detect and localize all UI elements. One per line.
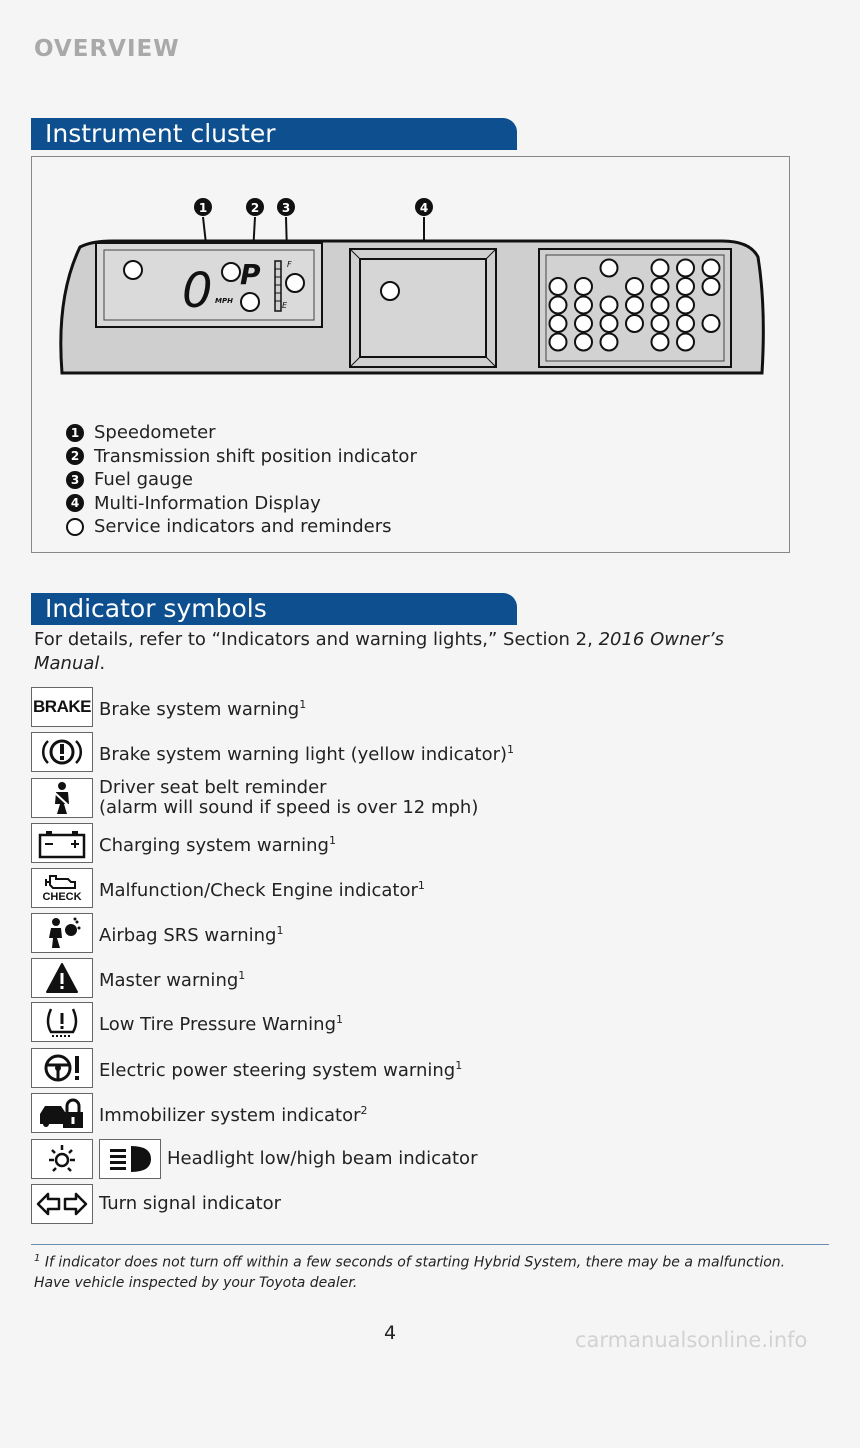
legend-label: Multi-Information Display [94,492,321,514]
watermark: carmanualsonline.info [575,1328,808,1352]
indicator-label: Low Tire Pressure Warning$^1$ [99,1012,343,1035]
service-indicator-dot [677,260,694,277]
legend-label: Transmission shift position indicator [94,445,417,467]
cluster-section-title: Instrument cluster [31,118,517,150]
service-indicator-dot [677,278,694,295]
indicator-row-master-warning [31,957,245,999]
indicator-label: Malfunction/Check Engine indicator$^1$ [99,878,425,901]
power-steering-icon [31,1048,93,1088]
indicator-label: Driver seat belt reminder (alarm will sound if speed is over 12 mph) [99,777,479,818]
indicator-label: Headlight low/high beam indicator [167,1148,478,1169]
tire-pressure-icon [31,1002,93,1042]
service-indicator-dot [652,334,669,351]
service-indicator-dot [703,315,720,332]
brake-circle-icon [31,732,93,772]
svg-text:3: 3 [281,201,291,215]
service-indicator-dot [626,315,643,332]
legend-label: Fuel gauge [94,469,193,491]
marker-3: 3 [66,471,84,489]
indicator-row-immobilizer [31,1092,368,1134]
service-indicator-dot [677,297,694,314]
indicator-row-headlight [31,1138,477,1180]
footnote: $^1$ If indicator does not turn off within a few seconds of starting Hybrid System, there may be a malfunction. Have vehicle inspected by your Toyota dealer. [34,1253,786,1291]
service-indicator-dot [652,260,669,277]
svg-text:1: 1 [198,201,208,215]
indicator-label: Electric power steering system warning$^1$ [99,1058,463,1081]
headlight-sun-icon [31,1139,93,1179]
service-indicator-dot [601,297,618,314]
indicator-row-seat-belt [31,777,478,819]
battery-icon [31,823,93,863]
indicator-label: Airbag SRS warning$^1$ [99,923,284,946]
indicator-intro: For details, refer to “Indicators and warning lights,” Section 2, 2016 Owner’s Manual. [34,629,724,674]
legend-item [66,421,417,445]
page-number: 4 [384,1322,397,1344]
service-indicator-dot [550,278,567,295]
service-indicator-dot [601,315,618,332]
indicator-row-turn-signal [31,1183,281,1225]
indicator-label: Brake system warning$^1$ [99,697,307,720]
indicator-label: Brake system warning light (yellow indicator)$^1$ [99,742,515,765]
indicator-label: Master warning$^1$ [99,968,246,991]
indicator-row-tire-pressure [31,1001,343,1043]
service-indicator-dot [626,278,643,295]
cluster-legend [66,421,417,539]
indicator-row-charging [31,822,336,864]
indicator-row-airbag [31,912,283,954]
gear-readout: P [240,258,261,291]
master-warning-icon [31,958,93,998]
legend-item [66,445,417,469]
svg-text:2: 2 [250,201,260,215]
seat-belt-icon [31,778,93,818]
service-indicator-dot [575,278,592,295]
page-header: OVERVIEW [34,36,180,62]
svg-text:4: 4 [419,201,429,215]
indicator-label: Immobilizer system indicator$^2$ [99,1103,368,1126]
immobilizer-icon [31,1093,93,1133]
legend-label: Speedometer [94,422,216,444]
indicator-row-brake-light [31,731,514,773]
legend-label: Service indicators and reminders [94,516,392,538]
legend-item [66,492,417,516]
fuel-gauge-bar [275,261,281,311]
service-indicator-dot [677,334,694,351]
svg-text:F: F [287,260,292,269]
service-indicator-dot [575,315,592,332]
service-indicator-dot [601,334,618,351]
service-indicator-dot [550,315,567,332]
footnote-divider [31,1244,829,1245]
service-indicator-dot [626,297,643,314]
service-indicator-dot [575,297,592,314]
svg-text:E: E [282,301,288,310]
legend-item [66,468,417,492]
service-indicator-dot [703,278,720,295]
speed-readout: 0 [182,263,213,319]
indicator-section-title: Indicator symbols [31,593,517,625]
cluster-figure [31,156,790,553]
airbag-icon [31,913,93,953]
check-engine-icon: CHECK [31,868,93,908]
turn-signal-icon [31,1184,93,1224]
instrument-cluster-diagram [32,157,789,407]
indicator-row-brake [31,686,306,728]
service-indicator-dot [550,297,567,314]
indicator-row-power-steering [31,1047,462,1089]
brake-text-icon: BRAKE [31,687,93,727]
service-indicator-dot [550,334,567,351]
service-indicator-dot [652,278,669,295]
service-indicator-dot [652,297,669,314]
service-indicator-dot [677,315,694,332]
svg-text:MPH: MPH [215,297,233,305]
headlight-icon [99,1139,161,1179]
service-indicator-dot [703,260,720,277]
service-indicator-dot [652,315,669,332]
service-indicator-dot [575,334,592,351]
service-indicator-dot [601,260,618,277]
marker-1: 1 [66,424,84,442]
indicator-label: Turn signal indicator [99,1193,282,1214]
indicator-label: Charging system warning$^1$ [99,833,336,856]
marker-2: 2 [66,447,84,465]
legend-item [66,515,417,539]
service-marker-icon [66,518,84,536]
indicator-row-check-engine [31,867,425,909]
marker-4: 4 [66,494,84,512]
